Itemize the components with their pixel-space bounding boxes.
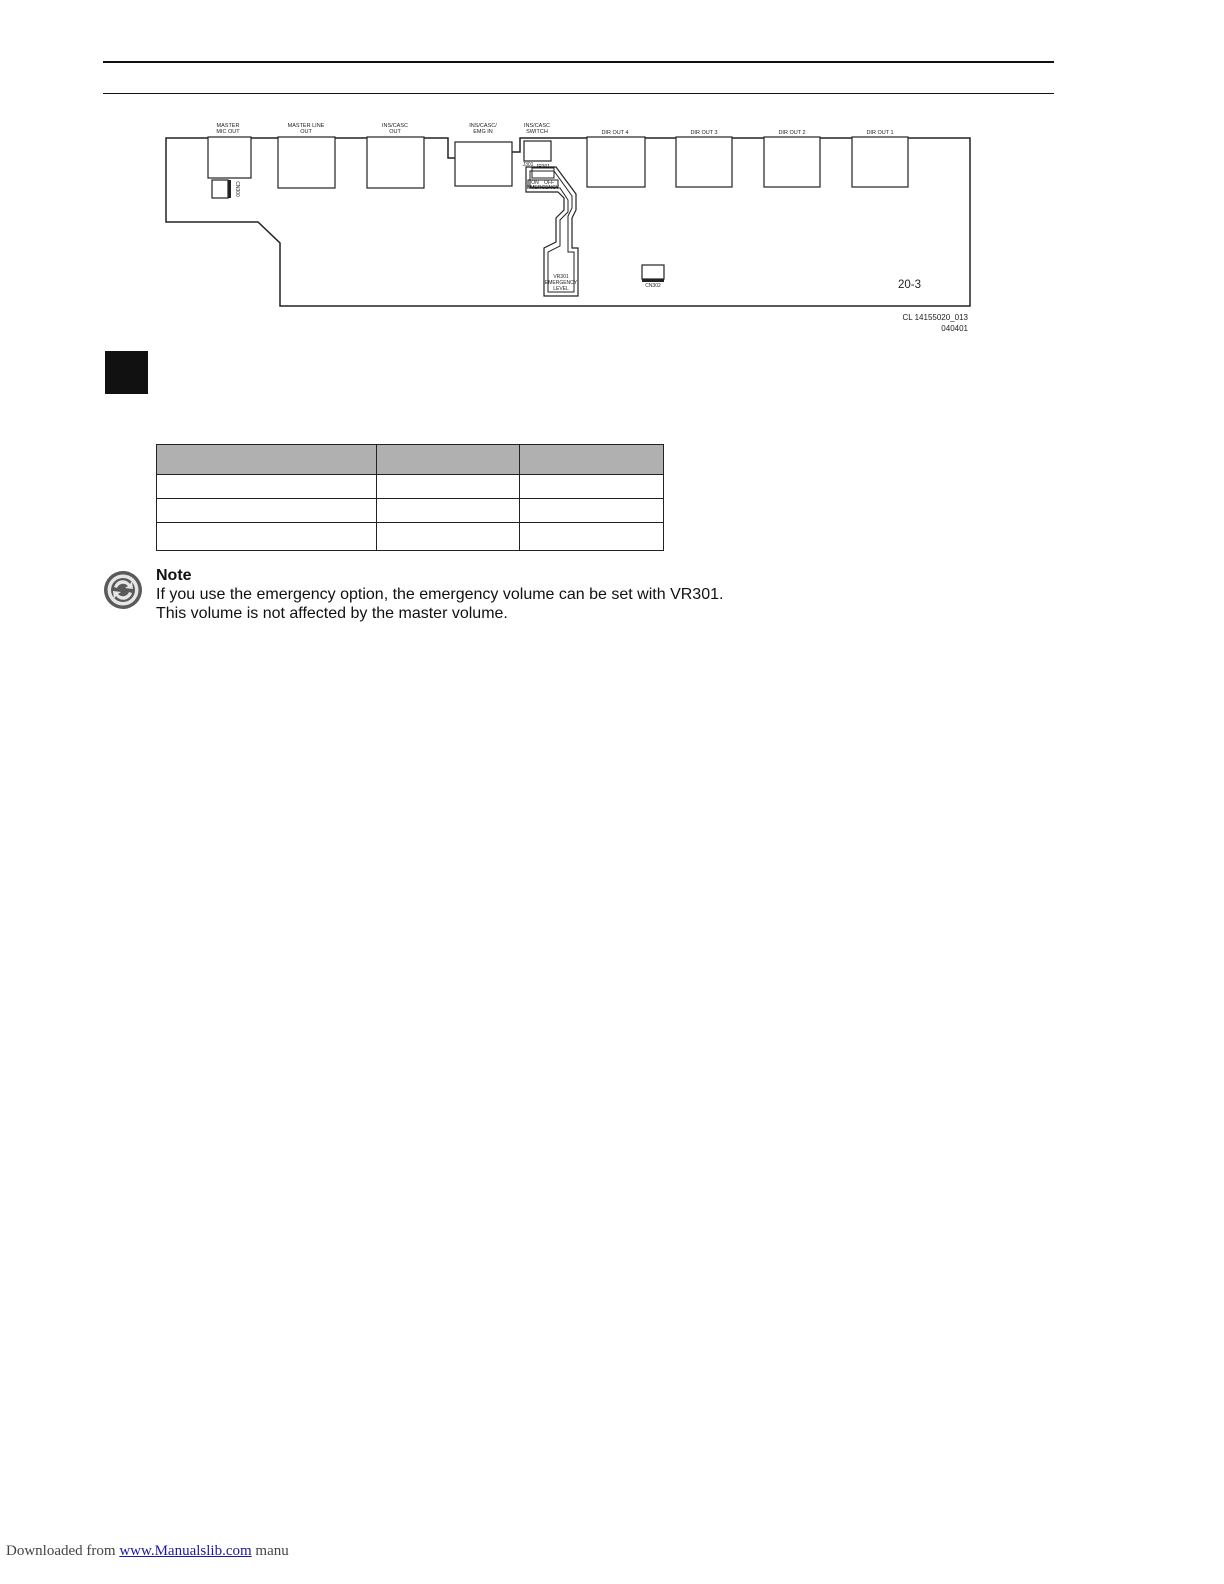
label-ins-casc-switch-2: SWITCH [526, 129, 548, 135]
label-dir-out-3: DIR OUT 3 [690, 130, 718, 136]
table-cell [157, 475, 377, 499]
table-cell [157, 523, 377, 551]
table-cell [377, 499, 520, 523]
label-j301: J301 [522, 162, 534, 168]
label-dir-out-2: DIR OUT 2 [778, 130, 806, 136]
label-ins-casc-emg-in-2: EMG IN [473, 129, 493, 135]
table-cell [520, 499, 664, 523]
table-row [157, 499, 664, 523]
label-vr301-func-1: EMERGENCY [544, 280, 578, 286]
connector-dir-out-3 [676, 137, 732, 187]
header-rule-top [103, 61, 1054, 63]
connector-labels [216, 123, 893, 136]
label-master-line-out-2: OUT [300, 129, 312, 135]
table-row [157, 523, 664, 551]
label-master-mic-out-2: MIC OUT [216, 129, 240, 135]
note-circle-icon [103, 570, 143, 610]
manualslib-link[interactable]: www.Manualslib.com [119, 1543, 252, 1559]
label-jp301: JP301 [535, 164, 551, 170]
table-row [157, 475, 664, 499]
label-jumper-on: ON [531, 180, 539, 186]
label-dir-out-4: DIR OUT 4 [601, 130, 629, 136]
connector-master-mic-out [208, 137, 251, 178]
figure-code-2: 040401 [941, 324, 968, 333]
connector-ins-casc-out [367, 137, 424, 188]
note-text-line-1: If you use the emergency option, the emergency volume can be set with VR301. [156, 586, 724, 603]
footer-prefix: Downloaded from [6, 1543, 120, 1559]
connector-dir-out-1 [852, 137, 908, 187]
connector-ins-casc-emg-in [455, 142, 512, 186]
label-jumper-function: EMERGENCY [526, 185, 560, 191]
label-master-line-out-1: MASTER LINE [287, 123, 325, 129]
cn300-connector [212, 180, 228, 198]
connector-dir-out-4 [587, 137, 645, 187]
table-cell [520, 523, 664, 551]
connector-ins-casc-switch [524, 141, 551, 161]
connector-master-line-out [278, 137, 335, 188]
table-cell [377, 475, 520, 499]
label-ins-casc-emg-in-1: INS/CASC/ [469, 123, 497, 129]
figure-number: 20-3 [898, 279, 922, 291]
header-rule-bottom [103, 93, 1054, 94]
label-ins-casc-out-2: OUT [389, 129, 401, 135]
footer-suffix: manu [251, 1543, 289, 1559]
section-marker-block [105, 351, 148, 394]
table-cell [157, 499, 377, 523]
label-vr301: VR301 [553, 274, 569, 280]
table-cell [377, 523, 520, 551]
settings-table [156, 444, 664, 551]
note-text-line-2: This volume is not affected by the master volume. [156, 605, 508, 622]
table-header-cell [520, 445, 664, 475]
note-title: Note [156, 567, 192, 584]
label-ins-casc-switch-1: INS/CASC [524, 123, 550, 129]
table-header-cell [157, 445, 377, 475]
label-vr301-func-2: LEVEL [553, 286, 569, 292]
table-header-cell [377, 445, 520, 475]
table-cell [520, 475, 664, 499]
label-dir-out-1: DIR OUT 1 [866, 130, 894, 136]
label-cn300: CN300 [234, 181, 240, 197]
connector-dir-out-2 [764, 137, 820, 187]
label-ins-casc-out-1: INS/CASC [382, 123, 408, 129]
cn302-connector [642, 265, 664, 279]
label-cn302: CN302 [645, 283, 661, 289]
label-jumper-off: OFF [544, 180, 554, 186]
table-header-row [157, 445, 664, 475]
figure-code-1: CL 14155020_013 [902, 313, 968, 322]
download-footer [6, 1543, 289, 1560]
label-master-mic-out-1: MASTER [216, 123, 240, 129]
pcb-diagram [160, 118, 980, 340]
